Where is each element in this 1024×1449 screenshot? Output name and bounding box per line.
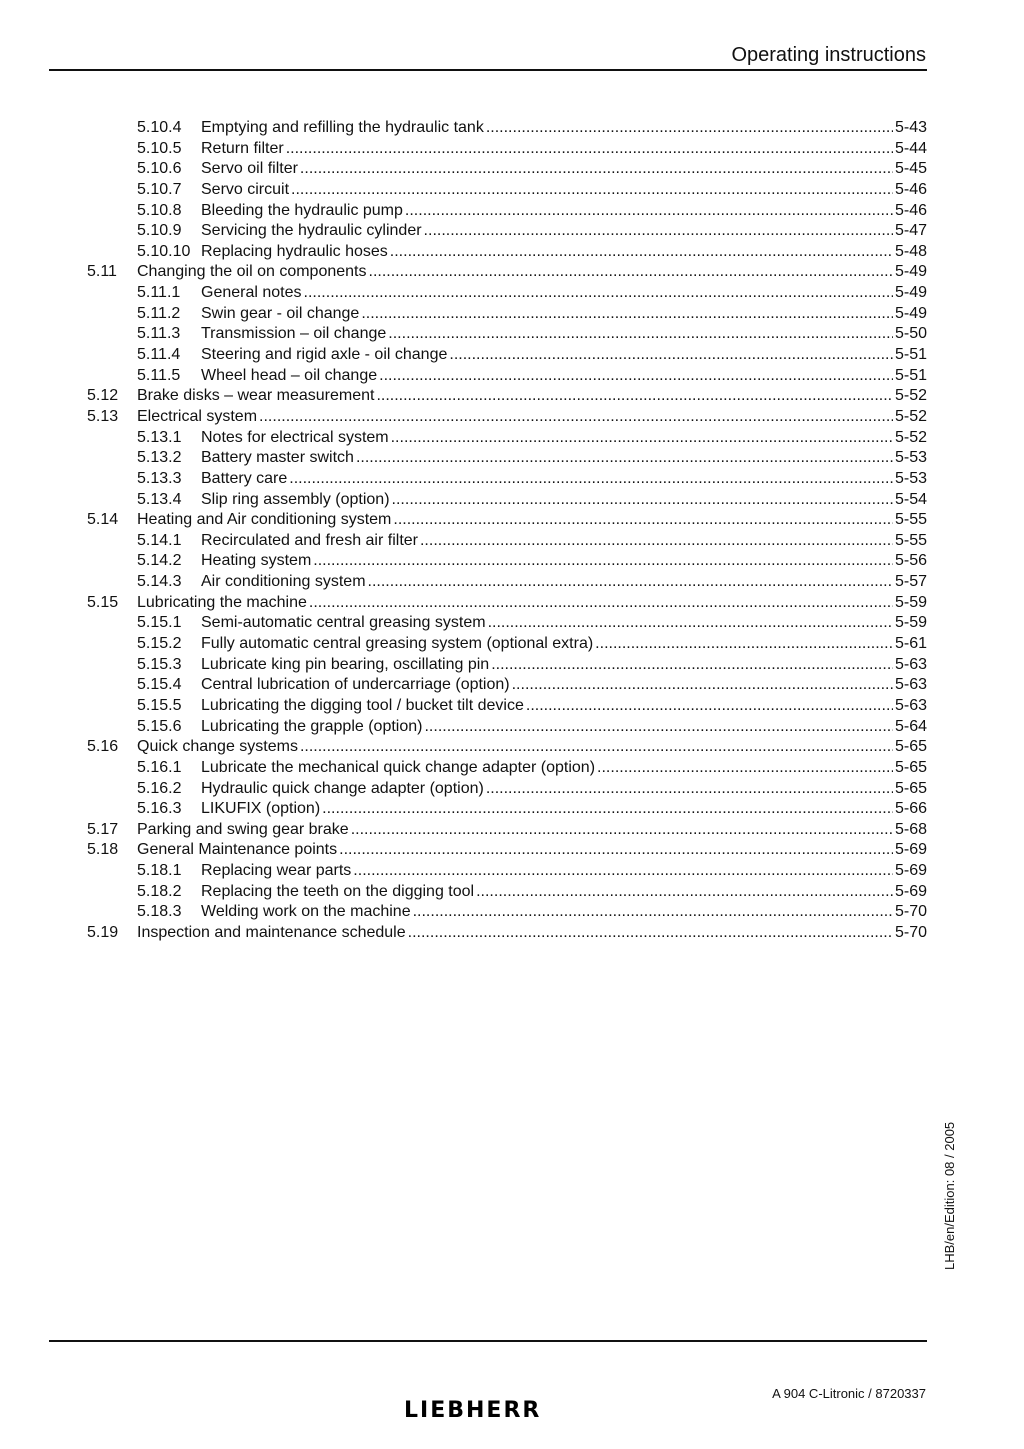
toc-entry-number: 5.13.4	[137, 490, 182, 508]
toc-entry-number: 5.10.9	[137, 222, 182, 240]
toc-entry[interactable]	[87, 675, 927, 696]
toc-leader-dots	[420, 531, 893, 552]
toc-entry-page: 5-51	[894, 346, 927, 364]
footer-rule	[49, 1340, 927, 1342]
toc-entry-page: 5-46	[894, 180, 927, 198]
toc-entry-page: 5-59	[894, 593, 927, 611]
toc-entry-page: 5-50	[894, 325, 927, 343]
toc-entry-number: 5.18	[87, 841, 119, 859]
toc-entry-page: 5-51	[894, 366, 927, 384]
toc-entry[interactable]	[87, 139, 927, 160]
toc-entry-number: 5.15.1	[137, 614, 182, 632]
toc-entry-title: Replacing wear parts	[201, 862, 352, 880]
toc-entry[interactable]	[87, 593, 927, 614]
toc-entry-page: 5-59	[894, 614, 927, 632]
toc-entry-number: 5.10.4	[137, 119, 182, 136]
toc-entry-page: 5-56	[894, 552, 927, 570]
toc-entry[interactable]	[87, 510, 927, 531]
toc-entry[interactable]	[87, 902, 927, 923]
toc-entry[interactable]	[87, 159, 927, 180]
toc-entry-page: 5-54	[894, 490, 927, 508]
toc-entry-title: Parking and swing gear brake	[137, 820, 349, 838]
toc-entry-number: 5.16	[87, 738, 119, 756]
toc-entry-number: 5.19	[87, 923, 119, 941]
toc-entry-page: 5-68	[894, 820, 927, 838]
liebherr-logo: LIEBHERR	[404, 1398, 542, 1423]
toc-leader-dots	[390, 242, 893, 263]
toc-entry-number: 5.11	[87, 263, 117, 281]
toc-entry[interactable]	[87, 861, 927, 882]
toc-entry-number: 5.10.10	[137, 242, 191, 260]
toc-entry[interactable]	[87, 551, 927, 572]
toc-leader-dots	[486, 118, 893, 139]
toc-entry-number: 5.15.5	[137, 696, 182, 714]
toc-entry[interactable]	[87, 613, 927, 634]
toc-entry[interactable]	[87, 490, 927, 511]
toc-entry-number: 5.15	[87, 593, 119, 611]
toc-entry-title: Central lubrication of undercarriage (option)	[201, 676, 510, 694]
toc-entry-page: 5-64	[894, 717, 927, 735]
toc-entry-page: 5-45	[894, 160, 927, 178]
toc-entry-title: Changing the oil on components	[137, 263, 367, 281]
toc-entry-number: 5.11.4	[137, 346, 181, 364]
toc-entry-title: General Maintenance points	[137, 841, 338, 859]
toc-entry[interactable]	[87, 531, 927, 552]
toc-entry-title: Servo oil filter	[201, 160, 298, 178]
toc-leader-dots	[413, 902, 893, 923]
toc-entry-page: 5-52	[894, 387, 927, 405]
toc-entry[interactable]	[87, 820, 927, 841]
toc-leader-dots	[351, 820, 893, 841]
toc-entry-title: Battery master switch	[201, 449, 354, 467]
toc-entry-page: 5-53	[894, 449, 927, 467]
toc-leader-dots	[597, 758, 893, 779]
toc-entry-title: Brake disks – wear measurement	[137, 387, 375, 405]
toc-entry-title: Servicing the hydraulic cylinder	[201, 222, 422, 240]
toc-entry[interactable]	[87, 717, 927, 738]
toc-entry-title: Bleeding the hydraulic pump	[201, 201, 403, 219]
toc-leader-dots	[339, 840, 893, 861]
toc-entry-title: Welding work on the machine	[201, 903, 411, 921]
toc-entry-number: 5.11.3	[137, 325, 181, 343]
toc-entry-title: Lubricating the digging tool / bucket tilt device	[201, 696, 524, 714]
toc-leader-dots	[322, 799, 893, 820]
table-of-contents	[87, 118, 927, 944]
toc-entry-page: 5-69	[894, 882, 927, 900]
toc-entry-number: 5.14.2	[137, 552, 182, 570]
toc-entry-page: 5-52	[894, 407, 927, 425]
toc-leader-dots	[488, 613, 893, 634]
toc-entry-number: 5.15.6	[137, 717, 182, 735]
toc-entry-page: 5-49	[894, 263, 927, 281]
toc-entry[interactable]	[87, 840, 927, 861]
toc-leader-dots	[449, 345, 893, 366]
toc-entry-page: 5-70	[894, 903, 927, 921]
toc-entry-number: 5.18.1	[137, 862, 182, 880]
toc-entry-title: Notes for electrical system	[201, 428, 389, 446]
toc-leader-dots	[424, 221, 893, 242]
toc-entry-title: Electrical system	[137, 407, 258, 425]
toc-entry-title: Inspection and maintenance schedule	[137, 923, 406, 941]
toc-entry-number: 5.11.1	[137, 284, 181, 302]
toc-entry-number: 5.15.3	[137, 655, 182, 673]
toc-leader-dots	[309, 593, 893, 614]
toc-entry-number: 5.12	[87, 387, 119, 405]
toc-entry-title: Recirculated and fresh air filter	[201, 531, 418, 549]
toc-entry-page: 5-53	[894, 469, 927, 487]
toc-entry-page: 5-49	[894, 304, 927, 322]
toc-leader-dots	[291, 180, 893, 201]
toc-entry-title: Servo circuit	[201, 180, 290, 198]
edition-label: LHB/en/Edition: 08 / 2005	[942, 1121, 957, 1270]
toc-entry[interactable]	[87, 634, 927, 655]
toc-entry-number: 5.16.3	[137, 800, 182, 818]
toc-entry-page: 5-48	[894, 242, 927, 260]
header-rule	[49, 69, 927, 71]
document-id: A 904 C-Litronic / 8720337	[772, 1386, 926, 1401]
toc-entry-number: 5.15.4	[137, 676, 182, 694]
toc-entry-page: 5-55	[894, 531, 927, 549]
toc-entry-page: 5-63	[894, 696, 927, 714]
toc-entry-page: 5-63	[894, 676, 927, 694]
toc-entry-page: 5-46	[894, 201, 927, 219]
toc-entry-title: Transmission – oil change	[201, 325, 387, 343]
toc-entry[interactable]	[87, 572, 927, 593]
page-header-title: Operating instructions	[731, 44, 926, 66]
toc-entry-page: 5-66	[894, 800, 927, 818]
toc-leader-dots	[353, 861, 893, 882]
toc-entry[interactable]	[87, 262, 927, 283]
toc-entry[interactable]	[87, 221, 927, 242]
toc-leader-dots	[376, 386, 893, 407]
toc-entry[interactable]	[87, 799, 927, 820]
toc-entry-title: LIKUFIX (option)	[201, 800, 321, 818]
toc-entry-title: Wheel head – oil change	[201, 366, 378, 384]
toc-leader-dots	[361, 304, 893, 325]
toc-entry-title: Fully automatic central greasing system (optional extra)	[201, 635, 594, 653]
toc-entry-number: 5.18.3	[137, 903, 182, 921]
toc-entry[interactable]	[87, 304, 927, 325]
toc-entry-title: General notes	[201, 284, 302, 302]
toc-leader-dots	[304, 283, 893, 304]
toc-entry-title: Emptying and refilling the hydraulic tank	[201, 119, 484, 136]
toc-entry[interactable]	[87, 345, 927, 366]
toc-leader-dots	[391, 428, 893, 449]
toc-entry-page: 5-47	[894, 222, 927, 240]
toc-entry-number: 5.11.2	[137, 304, 181, 322]
toc-entry[interactable]	[87, 779, 927, 800]
toc-leader-dots	[595, 634, 893, 655]
toc-entry[interactable]	[87, 283, 927, 304]
toc-entry-title: Replacing the teeth on the digging tool	[201, 882, 475, 900]
toc-entry-number: 5.16.2	[137, 779, 182, 797]
toc-entry-title: Semi-automatic central greasing system	[201, 614, 486, 632]
toc-entry-number: 5.15.2	[137, 635, 182, 653]
toc-entry-page: 5-61	[894, 635, 927, 653]
toc-leader-dots	[491, 655, 893, 676]
toc-entry-number: 5.14.1	[137, 531, 182, 549]
toc-entry-number: 5.18.2	[137, 882, 182, 900]
toc-entry[interactable]	[87, 655, 927, 676]
toc-entry-title: Lubricate king pin bearing, oscillating pin	[201, 655, 490, 673]
toc-entry[interactable]	[87, 923, 927, 944]
toc-entry-page: 5-69	[894, 841, 927, 859]
toc-leader-dots	[300, 737, 893, 758]
toc-entry-number: 5.13.1	[137, 428, 182, 446]
toc-entry-number: 5.10.8	[137, 201, 182, 219]
toc-entry-number: 5.10.5	[137, 139, 182, 157]
toc-entry-title: Slip ring assembly (option)	[201, 490, 390, 508]
toc-entry-title: Steering and rigid axle - oil change	[201, 346, 448, 364]
toc-entry-number: 5.14.3	[137, 573, 182, 591]
toc-leader-dots	[289, 469, 893, 490]
toc-leader-dots	[286, 139, 893, 160]
toc-entry-number: 5.13.3	[137, 469, 182, 487]
toc-entry-number: 5.11.5	[137, 366, 181, 384]
toc-entry-number: 5.10.6	[137, 160, 182, 178]
toc-leader-dots	[313, 551, 893, 572]
toc-entry-page: 5-49	[894, 284, 927, 302]
toc-entry-page: 5-69	[894, 862, 927, 880]
toc-entry-title: Hydraulic quick change adapter (option)	[201, 779, 484, 797]
toc-entry-page: 5-55	[894, 511, 927, 529]
toc-entry[interactable]	[87, 201, 927, 222]
toc-entry[interactable]	[87, 242, 927, 263]
toc-entry-number: 5.16.1	[137, 758, 182, 776]
toc-leader-dots	[379, 366, 893, 387]
toc-leader-dots	[393, 510, 893, 531]
toc-entry-page: 5-52	[894, 428, 927, 446]
toc-entry-title: Heating and Air conditioning system	[137, 511, 392, 529]
toc-leader-dots	[486, 779, 893, 800]
toc-leader-dots	[526, 696, 893, 717]
toc-leader-dots	[368, 572, 893, 593]
toc-entry-number: 5.13	[87, 407, 119, 425]
toc-entry-number: 5.14	[87, 511, 119, 529]
toc-entry-page: 5-57	[894, 573, 927, 591]
toc-entry-title: Lubricating the grapple (option)	[201, 717, 423, 735]
toc-leader-dots	[408, 923, 893, 944]
toc-entry[interactable]	[87, 118, 927, 139]
toc-leader-dots	[356, 448, 893, 469]
toc-leader-dots	[388, 324, 893, 345]
toc-leader-dots	[259, 407, 893, 428]
toc-entry-title: Replacing hydraulic hoses	[201, 242, 388, 260]
toc-entry-title: Return filter	[201, 139, 284, 157]
toc-entry-number: 5.13.2	[137, 449, 182, 467]
toc-entry-number: 5.17	[87, 820, 119, 838]
toc-entry[interactable]	[87, 469, 927, 490]
toc-entry[interactable]	[87, 758, 927, 779]
toc-leader-dots	[300, 159, 893, 180]
toc-entry-title: Swin gear - oil change	[201, 304, 360, 322]
toc-entry[interactable]	[87, 448, 927, 469]
toc-entry-page: 5-63	[894, 655, 927, 673]
toc-entry[interactable]	[87, 324, 927, 345]
toc-leader-dots	[405, 201, 893, 222]
toc-entry-page: 5-65	[894, 758, 927, 776]
toc-entry[interactable]	[87, 737, 927, 758]
toc-entry-title: Quick change systems	[137, 738, 298, 756]
toc-entry-page: 5-44	[894, 139, 927, 157]
toc-entry[interactable]	[87, 407, 927, 428]
toc-entry[interactable]	[87, 366, 927, 387]
toc-entry[interactable]	[87, 882, 927, 903]
toc-entry-page: 5-70	[894, 923, 927, 941]
toc-entry-number: 5.10.7	[137, 180, 182, 198]
toc-leader-dots	[392, 490, 893, 511]
toc-entry[interactable]	[87, 696, 927, 717]
toc-entry-page: 5-65	[894, 779, 927, 797]
toc-entry-title: Lubricate the mechanical quick change adapter (option)	[201, 758, 596, 776]
toc-entry-title: Heating system	[201, 552, 312, 570]
toc-leader-dots	[476, 882, 893, 903]
toc-leader-dots	[424, 717, 892, 738]
toc-entry[interactable]	[87, 386, 927, 407]
toc-entry-title: Air conditioning system	[201, 573, 366, 591]
toc-entry[interactable]	[87, 428, 927, 449]
toc-entry-page: 5-65	[894, 738, 927, 756]
toc-leader-dots	[369, 262, 893, 283]
toc-entry[interactable]	[87, 180, 927, 201]
toc-entry-title: Lubricating the machine	[137, 593, 307, 611]
toc-entry-page: 5-43	[894, 119, 927, 136]
toc-entry-title: Battery care	[201, 469, 288, 487]
toc-leader-dots	[512, 675, 893, 696]
